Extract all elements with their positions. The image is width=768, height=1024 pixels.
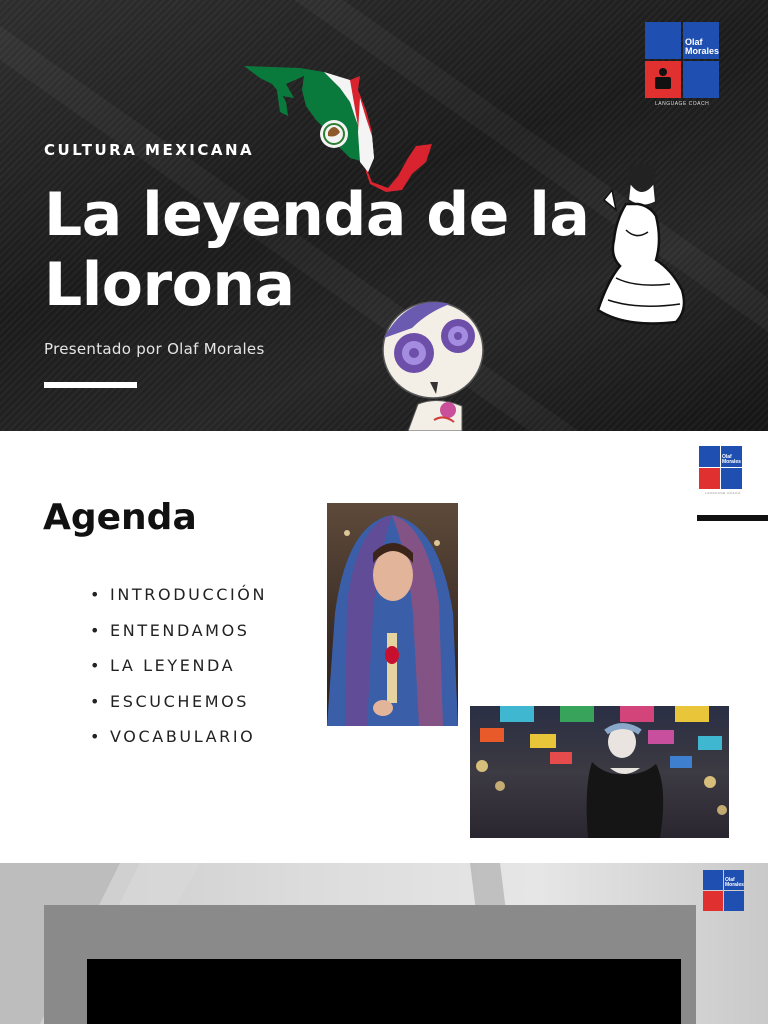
title-underline <box>44 382 137 388</box>
olaf-morales-logo <box>645 22 721 112</box>
page-title: La leyenda de la Llorona <box>44 180 590 320</box>
accent-bar <box>697 515 768 521</box>
agenda-title: Agenda <box>43 497 197 538</box>
logo-name-line2: Morales <box>685 46 720 57</box>
mexico-flag-map-icon <box>242 62 434 194</box>
agenda-list <box>90 581 267 759</box>
agenda-item: • VOCABULARIO <box>90 723 267 759</box>
logo-caption: LANGUAGE COACH <box>655 101 710 107</box>
olaf-morales-logo <box>699 446 743 496</box>
agenda-item: • ESCUCHEMOS <box>90 688 267 724</box>
logo-caption: LANGUAGE COACH <box>705 491 741 495</box>
catrina-papel-picado-photo <box>470 706 729 838</box>
sugar-skull-illustration <box>378 298 488 431</box>
person-icon <box>653 67 673 91</box>
presenter-text: Presentado por Olaf Morales <box>44 340 265 358</box>
agenda-item: • ENTENDAMOS <box>90 617 267 653</box>
olaf-morales-logo <box>703 870 745 912</box>
kicker-text: CULTURA MEXICANA <box>44 141 255 159</box>
woman-rebozo-photo <box>327 503 458 726</box>
title-slide <box>0 0 768 431</box>
logo-name-line1: Olaf <box>722 454 732 460</box>
logo-name-line2: Morales <box>722 459 741 466</box>
logo-name-line1: Olaf <box>725 877 735 883</box>
logo-name-line2: Morales <box>725 882 744 889</box>
video-slide <box>0 863 768 1024</box>
logo-name-line1: Olaf <box>685 37 703 47</box>
agenda-item: • INTRODUCCIÓN <box>90 581 267 617</box>
agenda-slide <box>0 431 768 863</box>
weeping-woman-illustration <box>586 160 690 332</box>
video-player[interactable] <box>87 959 681 1024</box>
agenda-item: • LA LEYENDA <box>90 652 267 688</box>
